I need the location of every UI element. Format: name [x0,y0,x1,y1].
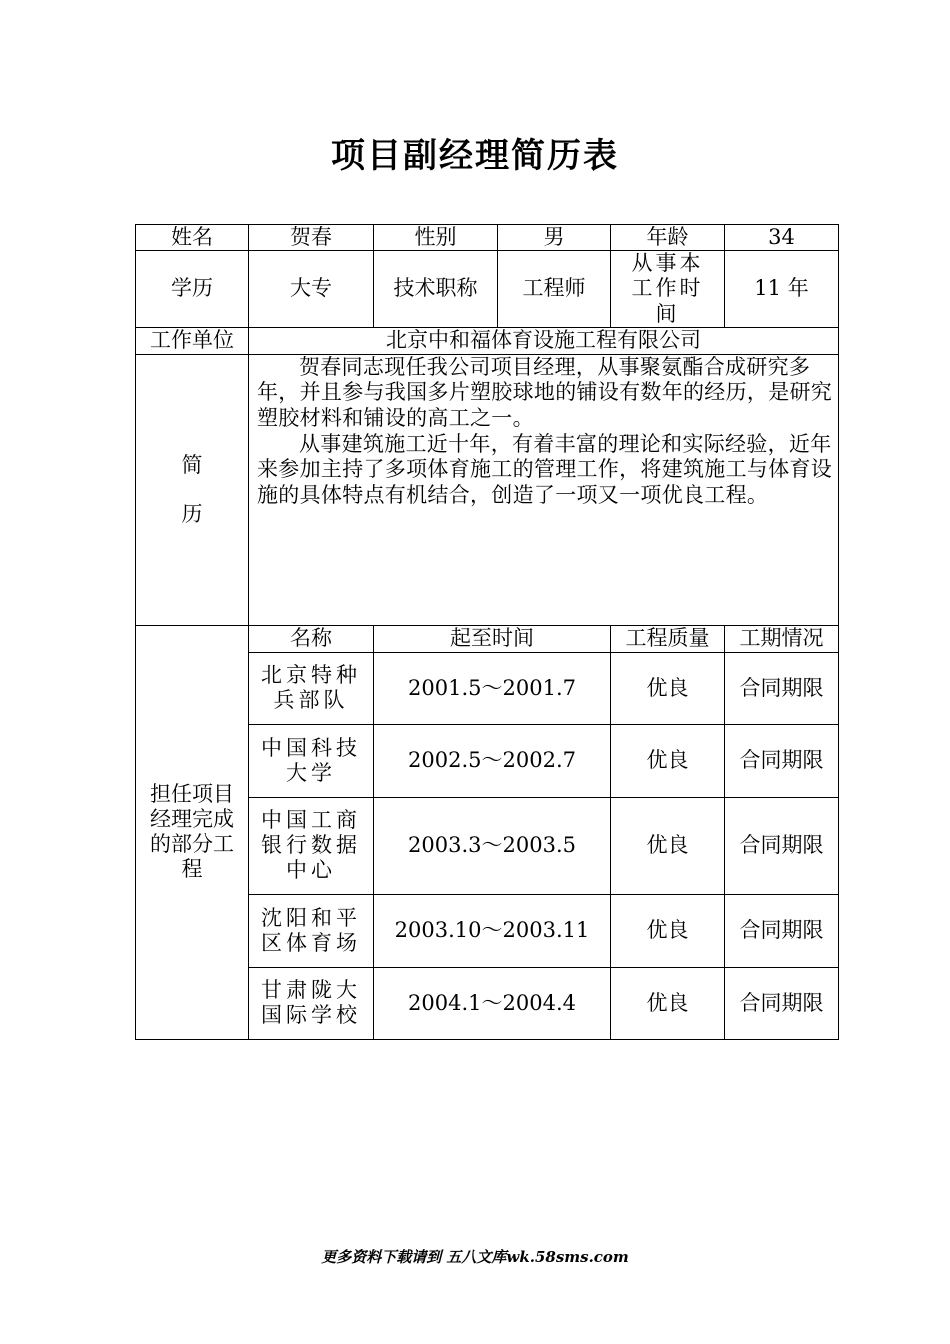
project-schedule: 合同期限 [725,652,839,724]
employer-value: 北京中和福体育设施工程有限公司 [249,327,839,354]
header-schedule: 工期情况 [725,625,839,652]
project-schedule: 合同期限 [725,967,839,1039]
project-period: 2003.10～2003.11 [374,894,611,967]
project-quality: 优良 [611,797,725,894]
row-basic-2 [136,251,839,328]
row-basic-1 [136,225,839,251]
education-label: 学历 [136,251,249,328]
resume-label-1: 简 [181,453,203,478]
project-period: 2002.5～2002.7 [374,724,611,797]
header-period: 起至时间 [374,625,611,652]
project-period: 2001.5～2001.7 [374,652,611,724]
project-name: 沈阳和平区体育场 [249,894,374,967]
project-name: 甘肃陇大国际学校 [249,967,374,1039]
project-schedule: 合同期限 [725,724,839,797]
resume-text [249,354,839,625]
age-value: 34 [725,225,839,251]
header-quality: 工程质量 [611,625,725,652]
years-value: 11 年 [725,251,839,328]
gender-label: 性别 [374,225,498,251]
document-title: 项目副经理简历表 [331,136,619,176]
resume-paragraph-1: 贺春同志现任我公司项目经理，从事聚氨酯合成研究多年，并且参与我国多片塑胶球地的铺设有数年的经历，是研究塑胶材料和铺设的高工之一。 [257,354,833,430]
row-resume [136,354,839,625]
footer-link-text: 更多资料下载请到 五八文库wk.58sms.com [321,1248,629,1266]
project-name: 北京特种兵部队 [249,652,374,724]
project-name: 中国工商银行数据中心 [249,797,374,894]
project-quality: 优良 [611,652,725,724]
project-period: 2004.1～2004.4 [374,967,611,1039]
age-label: 年龄 [611,225,725,251]
project-quality: 优良 [611,967,725,1039]
resume-paragraph-2: 从事建筑施工近十年，有着丰富的理论和实际经验，近年来参加主持了多项体育施工的管理工作，将建筑施工与体育设施的具体特点有机结合，创造了一项又一项优良工程。 [257,431,833,507]
project-quality: 优良 [611,724,725,797]
gender-value: 男 [498,225,611,251]
project-name: 中国科技大学 [249,724,374,797]
name-label: 姓名 [136,225,249,251]
row-employer [136,327,839,354]
years-label: 从事本工作时间 [611,251,725,328]
resume-table [135,224,839,1040]
title-label: 技术职称 [374,251,498,328]
project-schedule: 合同期限 [725,797,839,894]
projects-section-label: 担任项目经理完成的部分工程 [136,625,249,1039]
project-period: 2003.3～2003.5 [374,797,611,894]
resume-label [136,354,249,625]
title-value: 工程师 [498,251,611,328]
resume-label-2: 历 [181,501,203,526]
projects-header-row [136,625,839,652]
project-quality: 优良 [611,894,725,967]
header-name: 名称 [249,625,374,652]
name-value: 贺春 [249,225,374,251]
education-value: 大专 [249,251,374,328]
employer-label: 工作单位 [136,327,249,354]
project-schedule: 合同期限 [725,894,839,967]
